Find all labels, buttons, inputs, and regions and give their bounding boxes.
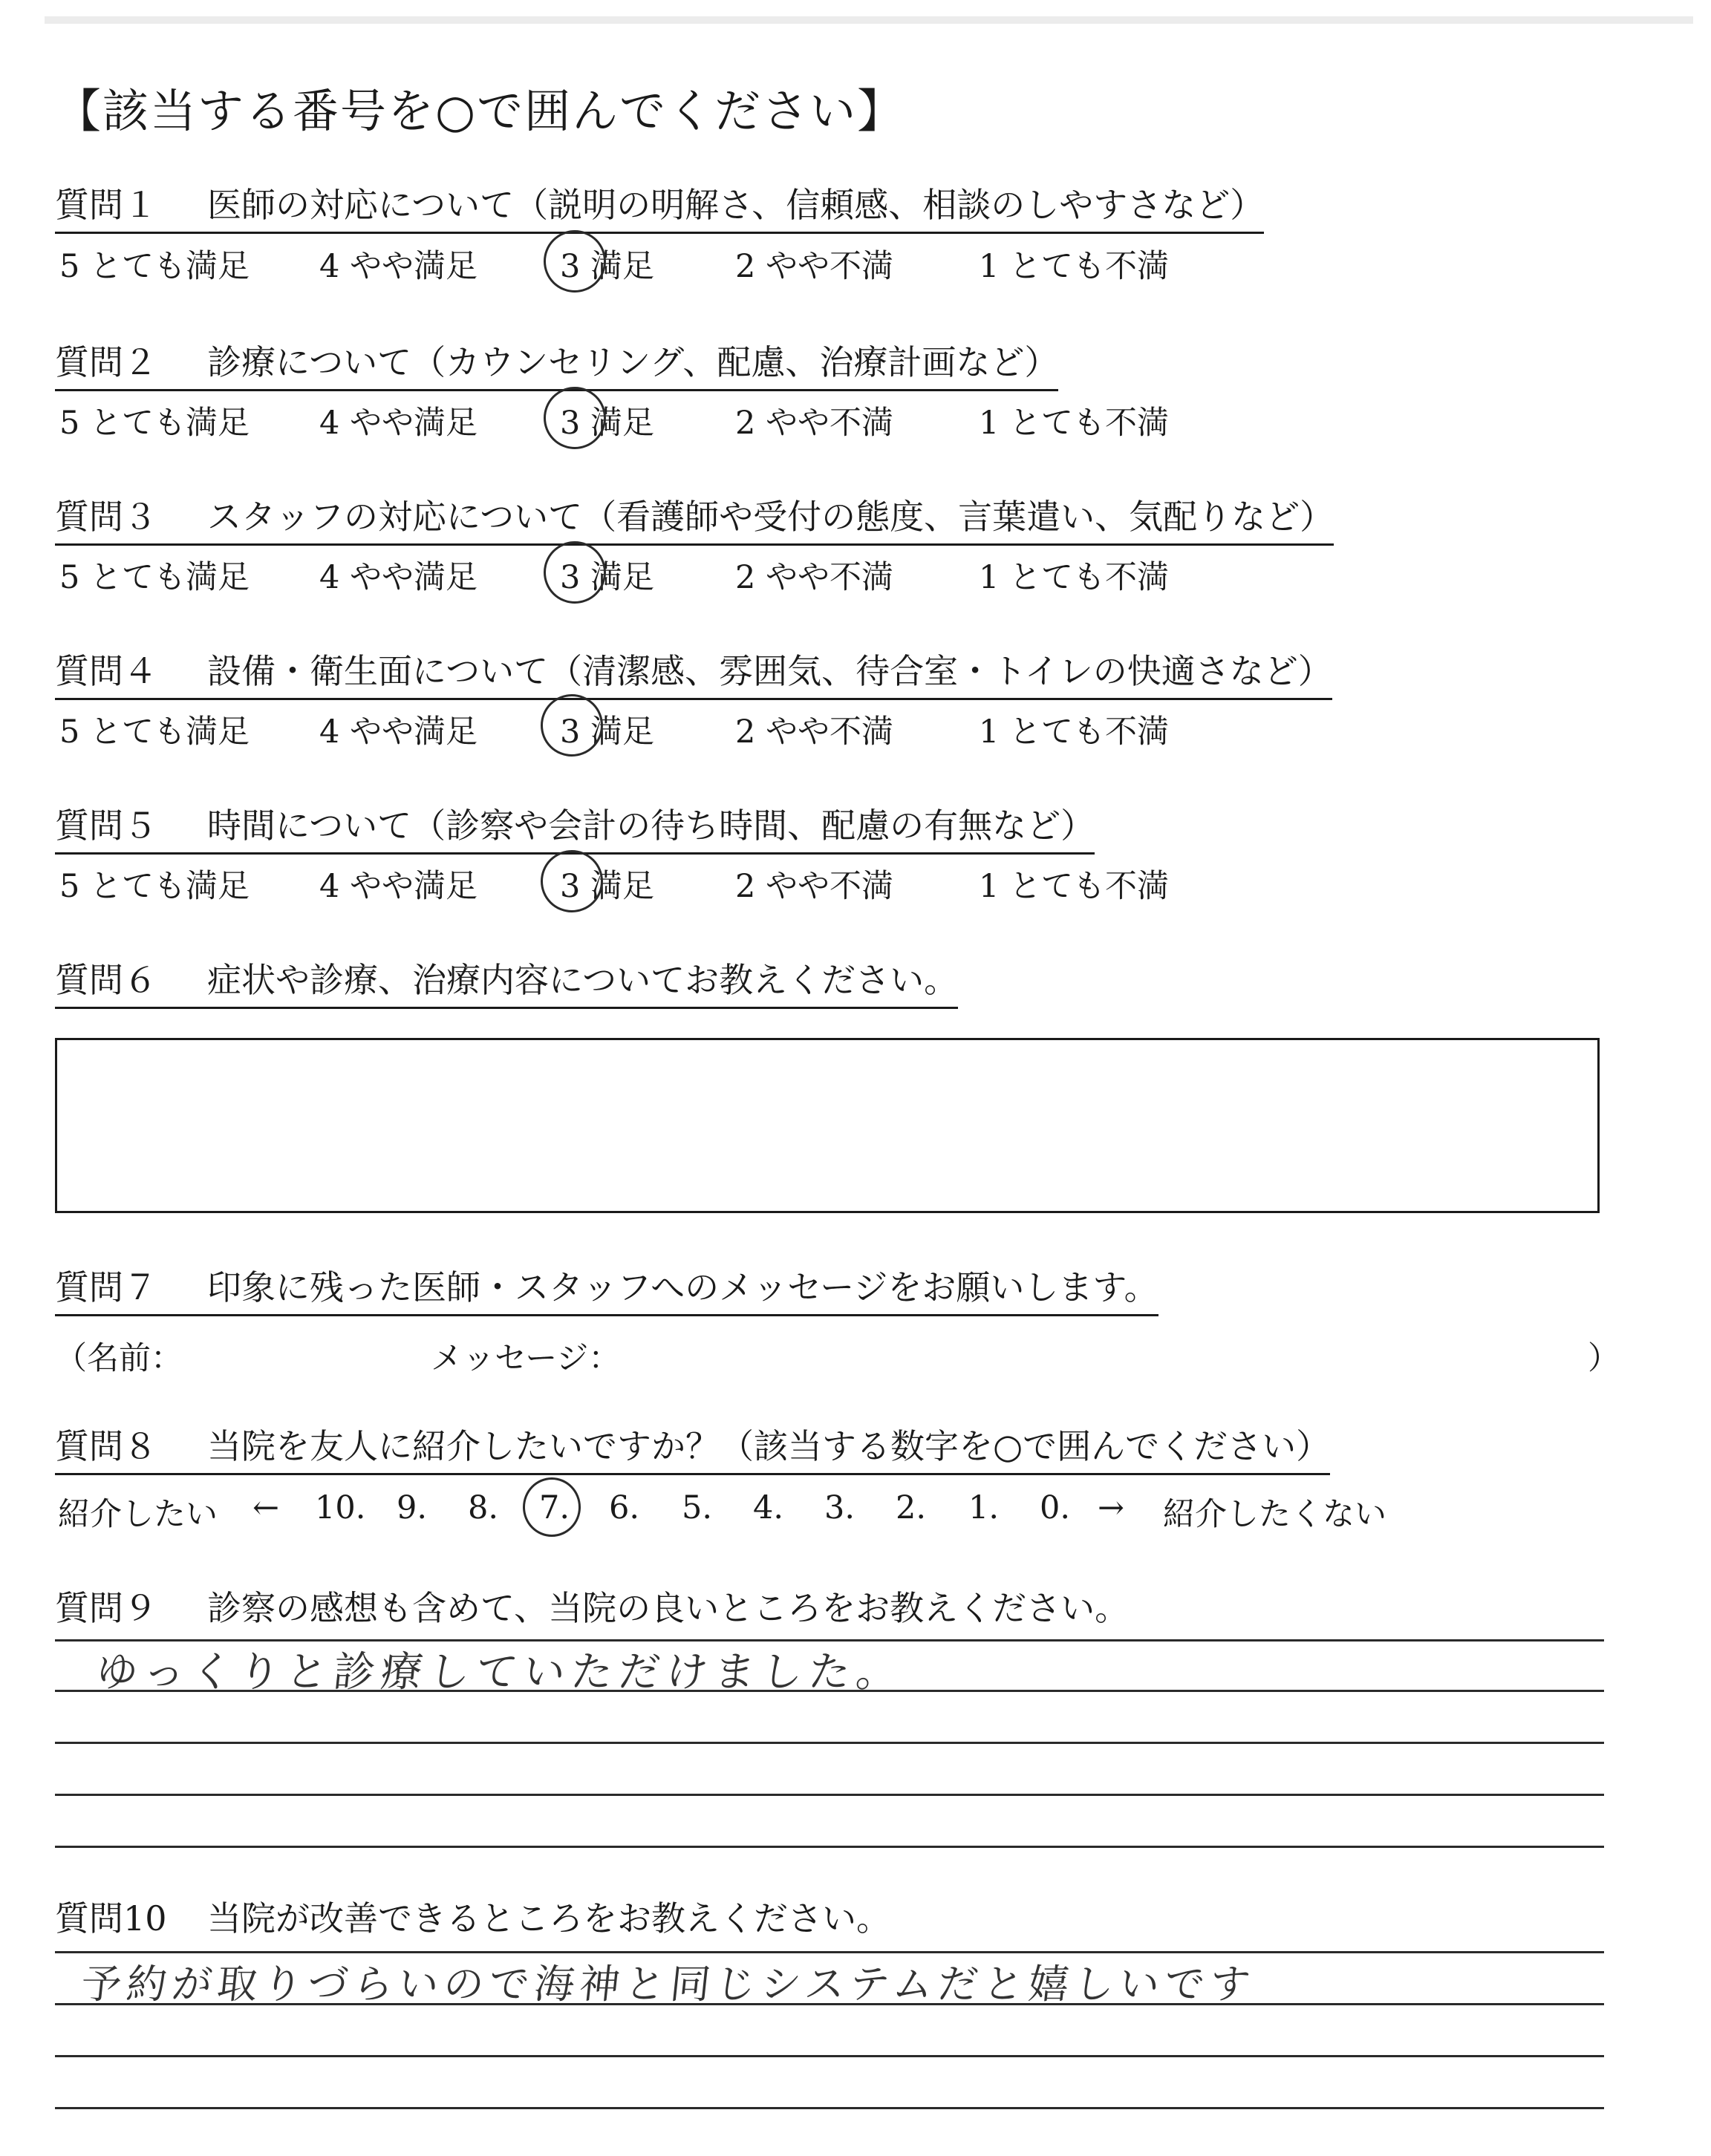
q2-selection-circle [544, 387, 606, 449]
q2-option-2[interactable]: 2 やや不満 [735, 405, 894, 442]
q9-line-4 [55, 1794, 1604, 1796]
q2-option-3[interactable]: 3 満足 [560, 405, 655, 442]
q8-number-8[interactable]: 8. [468, 1489, 499, 1526]
q4-option-4[interactable]: 4 やや満足 [319, 713, 478, 751]
q5-option-4[interactable]: 4 やや満足 [319, 868, 478, 905]
q8-number-7[interactable]: 7. [539, 1489, 570, 1526]
q8-number-5[interactable]: 5. [682, 1489, 713, 1526]
question-8 [55, 1420, 1330, 1475]
q8-number-9[interactable]: 9. [397, 1489, 428, 1526]
q8-selection-circle [523, 1477, 581, 1537]
question-8-text: 当院を友人に紹介したいですか？（該当する数字を○で囲んでください） [207, 1426, 1331, 1466]
q5-option-1[interactable]: 1 とても不満 [979, 868, 1170, 905]
q3-option-1[interactable]: 1 とても不満 [979, 559, 1170, 596]
q4-selection-circle [541, 694, 603, 757]
q4-option-3[interactable]: 3 満足 [560, 713, 655, 751]
question-5-label: 質問５ [55, 806, 157, 846]
q9-line-2 [55, 1690, 1604, 1692]
question-5 [55, 799, 1095, 855]
question-5-text: 時間について（診察や会計の待ち時間、配慮の有無など） [207, 806, 1095, 846]
question-9-text: 診察の感想も含めて、当院の良いところをお教えください。 [207, 1588, 1130, 1628]
q10-line-2 [55, 2003, 1604, 2005]
q7-name-label: （名前： [55, 1340, 183, 1377]
question-1-text: 医師の対応について（説明の明解さ、信頼感、相談のしやすさなど） [207, 185, 1265, 225]
question-7-label: 質問７ [55, 1267, 157, 1307]
q8-number-0[interactable]: 0. [1040, 1489, 1071, 1526]
q8-number-1[interactable]: 1. [968, 1489, 1000, 1526]
question-7-text: 印象に残った医師・スタッフへのメッセージをお願いします。 [207, 1267, 1158, 1307]
question-4 [55, 644, 1332, 700]
question-3-label: 質問３ [55, 497, 157, 537]
question-6-text: 症状や診療、治療内容についてお教えください。 [207, 960, 959, 1000]
question-1-label: 質問１ [55, 185, 157, 225]
question-9-label: 質問９ [55, 1588, 157, 1628]
question-1 [55, 178, 1264, 234]
q5-selection-circle [541, 850, 603, 912]
q3-option-5[interactable]: 5 とても満足 [59, 559, 250, 596]
q1-option-1[interactable]: 1 とても不満 [979, 248, 1170, 285]
question-4-label: 質問４ [55, 651, 157, 691]
q8-number-4[interactable]: 4. [753, 1489, 784, 1526]
q1-option-5[interactable]: 5 とても満足 [59, 248, 250, 285]
question-10-label: 質問10 [55, 1898, 167, 1938]
q7-close-paren: ） [1588, 1340, 1620, 1377]
q8-number-3[interactable]: 3. [824, 1489, 856, 1526]
q4-option-2[interactable]: 2 やや不満 [735, 713, 894, 751]
question-6 [55, 953, 958, 1009]
q6-answer-box[interactable] [55, 1038, 1600, 1213]
q8-number-2[interactable]: 2. [896, 1489, 927, 1526]
q10-handwritten-answer[interactable]: 予約が取りづらいので海神と同じシステムだと嬉しいです [79, 1961, 1258, 2008]
scan-edge [45, 16, 1693, 24]
question-9 [55, 1581, 1129, 1630]
q3-selection-circle [544, 541, 606, 604]
q8-right-arrow: → [1098, 1489, 1125, 1526]
q8-number-10[interactable]: 10. [315, 1489, 366, 1526]
q3-option-2[interactable]: 2 やや不満 [735, 559, 894, 596]
q3-option-3[interactable]: 3 満足 [560, 559, 655, 596]
q9-line-5 [55, 1846, 1604, 1848]
q10-line-4 [55, 2107, 1604, 2109]
q2-option-4[interactable]: 4 やや満足 [319, 405, 478, 442]
q2-option-1[interactable]: 1 とても不満 [979, 405, 1170, 442]
q9-line-3 [55, 1742, 1604, 1744]
question-3 [55, 490, 1334, 546]
q1-option-2[interactable]: 2 やや不満 [735, 248, 894, 285]
q1-option-4[interactable]: 4 やや満足 [319, 248, 478, 285]
question-7 [55, 1261, 1158, 1316]
question-2 [55, 336, 1058, 391]
question-8-label: 質問８ [55, 1426, 157, 1466]
question-3-text: スタッフの対応について（看護師や受付の態度、言葉遣い、気配りなど） [207, 497, 1334, 537]
q8-left-label: 紹介したい [58, 1496, 218, 1533]
q8-number-6[interactable]: 6. [609, 1489, 640, 1526]
q5-option-2[interactable]: 2 やや不満 [735, 868, 894, 905]
q8-left-arrow: ← [252, 1489, 280, 1526]
q4-option-1[interactable]: 1 とても不満 [979, 713, 1170, 751]
q1-selection-circle [544, 230, 606, 293]
question-6-label: 質問６ [55, 960, 157, 1000]
question-2-label: 質問２ [55, 342, 157, 382]
question-10 [55, 1892, 890, 1941]
question-4-text: 設備・衛生面について（清潔感、雰囲気、待合室・トイレの快適さなど） [207, 651, 1332, 691]
q10-line-3 [55, 2055, 1604, 2057]
question-2-text: 診療について（カウンセリング、配慮、治療計画など） [207, 342, 1059, 382]
question-10-text: 当院が改善できるところをお教えください。 [207, 1898, 890, 1938]
q4-option-5[interactable]: 5 とても満足 [59, 713, 250, 751]
q1-option-3[interactable]: 3 満足 [560, 248, 655, 285]
q9-handwritten-answer[interactable]: ゆっくりと診療していただけました。 [94, 1648, 907, 1696]
q5-option-5[interactable]: 5 とても満足 [59, 868, 250, 905]
page-title: 【該当する番号を○で囲んでください】 [55, 84, 905, 138]
q3-option-4[interactable]: 4 やや満足 [319, 559, 478, 596]
q5-option-3[interactable]: 3 満足 [560, 868, 655, 905]
q8-right-label: 紹介したくない [1163, 1496, 1386, 1533]
q7-message-label: メッセージ： [431, 1340, 621, 1377]
q2-option-5[interactable]: 5 とても満足 [59, 405, 250, 442]
